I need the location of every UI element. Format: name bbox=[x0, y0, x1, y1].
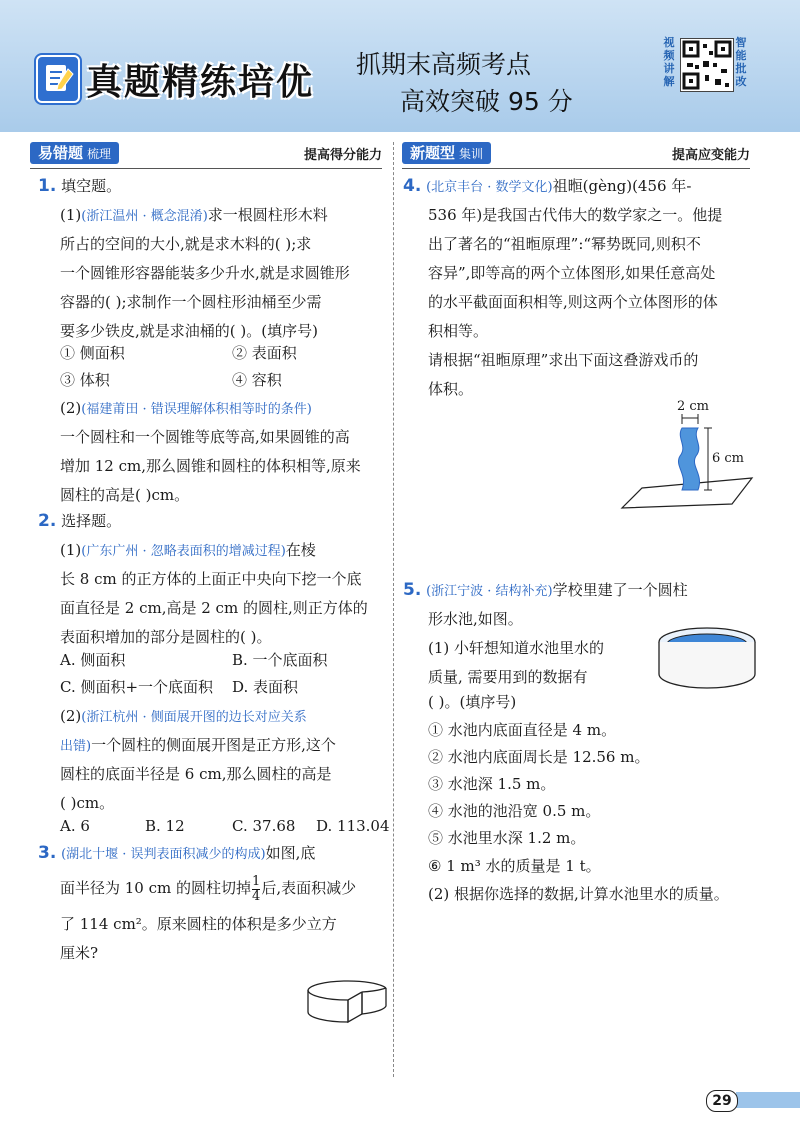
coin-width-label: 2 cm bbox=[677, 399, 710, 414]
q3-line1: 3. (湖北十堰 · 误判表面积减少的构成)如图,底 bbox=[38, 843, 316, 863]
page-number-bar bbox=[736, 1092, 800, 1108]
q1-part2-line3: 圆柱的高是( )cm。 bbox=[60, 486, 190, 504]
brand-title: 真题精练培优 bbox=[86, 62, 315, 103]
q4-line1: 4. (北京丰台 · 数学文化)祖暅(gèng)(456 年- bbox=[403, 176, 692, 196]
qr-left-label: 视频讲解 bbox=[663, 36, 675, 88]
q5-line1: 5. (浙江宁波 · 结构补充)学校里建了一个圆柱 bbox=[403, 580, 688, 600]
column-divider bbox=[393, 142, 394, 1077]
q2-part1-line2: 长 8 cm 的正方体的上面正中央向下挖一个底 bbox=[60, 570, 362, 588]
q2-part1-line4: 表面积增加的部分是圆柱的( )。 bbox=[60, 628, 272, 646]
q2-choice-a: A. 6 bbox=[60, 817, 90, 835]
q2-option-a: A. 侧面积 bbox=[60, 651, 126, 669]
q2-option-b: B. 一个底面积 bbox=[232, 651, 328, 669]
q1-option-2: ② 表面积 bbox=[232, 344, 297, 362]
q2-part2-line1: 出错)一个圆柱的侧面展开图是正方形,这个 bbox=[60, 736, 336, 754]
q1-part1-line5: 要多少铁皮,就是求油桶的( )。(填序号) bbox=[60, 322, 318, 340]
pool-figure bbox=[655, 622, 759, 694]
q3-line4: 厘米? bbox=[60, 944, 99, 962]
q5-data-2: ② 水池内底面周长是 12.56 m。 bbox=[428, 748, 650, 766]
q1-part1-line3: 一个圆锥形容器能装多少升水,就是求圆锥形 bbox=[60, 264, 350, 282]
q2-part2-source: (2)(浙江杭州 · 侧面展开图的边长对应关系 bbox=[60, 707, 307, 725]
left-section-tag: 易错题 梳理 bbox=[30, 142, 119, 164]
right-section-ability: 提高应变能力 bbox=[671, 148, 750, 163]
q5-data-4: ④ 水池的池沿宽 0.5 m。 bbox=[428, 802, 601, 820]
q2-part1-line1: (1)(广东广州 · 忽略表面积的增减过程)在棱 bbox=[60, 541, 316, 559]
qr-code-icon[interactable] bbox=[680, 38, 734, 92]
q4-line2: 536 年)是我国古代伟大的数学家之一。他提 bbox=[428, 206, 723, 224]
q1-option-4: ④ 容积 bbox=[232, 371, 282, 389]
q4-line5: 的水平截面面积相等,则这两个立体图形的体 bbox=[428, 293, 718, 311]
q1-option-3: ③ 体积 bbox=[60, 371, 110, 389]
left-section-header bbox=[30, 142, 382, 169]
q1-part1-line4: 容器的( );求制作一个圆柱形油桶至少需 bbox=[60, 293, 322, 311]
q4-line7: 请根据“祖暅原理”求出下面这叠游戏币的 bbox=[428, 351, 699, 369]
q1-part2-line2: 增加 12 cm,那么圆锥和圆柱的体积相等,原来 bbox=[60, 457, 361, 475]
q4-line6: 积相等。 bbox=[428, 322, 489, 340]
q2-part1-line3: 面直径是 2 cm,高是 2 cm 的圆柱,则正方体的 bbox=[60, 599, 368, 617]
q2-option-c: C. 侧面积+一个底面积 bbox=[60, 678, 214, 696]
page-number: 29 bbox=[706, 1090, 738, 1112]
slogan-line-2: 高效突破 95 分 bbox=[400, 87, 573, 116]
q2-part2-line2: 圆柱的底面半径是 6 cm,那么圆柱的高是 bbox=[60, 765, 332, 783]
q5-part1-line2: 质量, 需要用到的数据有 bbox=[428, 668, 588, 686]
left-section-ability: 提高得分能力 bbox=[303, 148, 382, 163]
q4-line8: 体积。 bbox=[428, 380, 474, 398]
q2-heading: 2. 选择题。 bbox=[38, 511, 122, 531]
slogan-line-1: 抓期末高频考点 bbox=[356, 50, 532, 79]
q2-choice-c: C. 37.68 bbox=[232, 817, 296, 835]
q1-heading: 1. 填空题。 bbox=[38, 176, 122, 196]
q1-option-1: ① 侧面积 bbox=[60, 344, 125, 362]
q4-line4: 容异”,即等高的两个立体图形,如果任意高处 bbox=[428, 264, 716, 282]
q5-data-6: ⑥ 1 m³ 水的质量是 1 t。 bbox=[428, 857, 601, 875]
q1-part2-source: (2)(福建莆田 · 错误理解体积相等时的条件) bbox=[60, 399, 312, 417]
q2-choice-b: B. 12 bbox=[145, 817, 185, 835]
qr-right-label: 智能批改 bbox=[735, 36, 747, 88]
cut-cylinder-figure bbox=[302, 970, 392, 1032]
q5-data-1: ① 水池内底面直径是 4 m。 bbox=[428, 721, 617, 739]
coin-height-label: 6 cm bbox=[712, 451, 745, 466]
q5-data-3: ③ 水池深 1.5 m。 bbox=[428, 775, 556, 793]
q2-choice-d: D. 113.04 bbox=[316, 817, 390, 835]
q1-part2-line1: 一个圆柱和一个圆锥等底等高,如果圆锥的高 bbox=[60, 428, 350, 446]
pencil-paper-icon bbox=[36, 55, 80, 103]
q3-line2: 面半径为 10 cm 的圆柱切掉 $\frac{1}{4}$ 后,表面积减少 bbox=[60, 873, 357, 904]
q5-part1-line3: ( )。(填序号) bbox=[428, 693, 517, 711]
q2-part2-line3: ( )cm。 bbox=[60, 794, 115, 812]
q1-part1-line1: (1)(浙江温州 · 概念混淆)求一根圆柱形木料 bbox=[60, 206, 328, 224]
qr-code-block[interactable] bbox=[662, 36, 748, 98]
q1-part1-line2: 所占的空间的大小,就是求木料的( );求 bbox=[60, 235, 312, 253]
q5-part1-line1: (1) 小轩想知道水池里水的 bbox=[428, 639, 605, 657]
q2-option-d: D. 表面积 bbox=[232, 678, 299, 696]
q5-part2: (2) 根据你选择的数据,计算水池里水的质量。 bbox=[428, 885, 729, 903]
q3-line3: 了 114 cm²。原来圆柱的体积是多少立方 bbox=[60, 915, 337, 933]
q5-line2: 形水池,如图。 bbox=[428, 610, 523, 628]
right-section-tag: 新题型 集训 bbox=[402, 142, 491, 164]
q5-data-5: ⑤ 水池里水深 1.2 m。 bbox=[428, 829, 586, 847]
fraction: $\frac{1}{4}$ bbox=[252, 873, 261, 904]
right-section-header bbox=[402, 142, 750, 169]
q4-line3: 出了著名的“祖暅原理”:“幂势既同,则积不 bbox=[428, 235, 701, 253]
